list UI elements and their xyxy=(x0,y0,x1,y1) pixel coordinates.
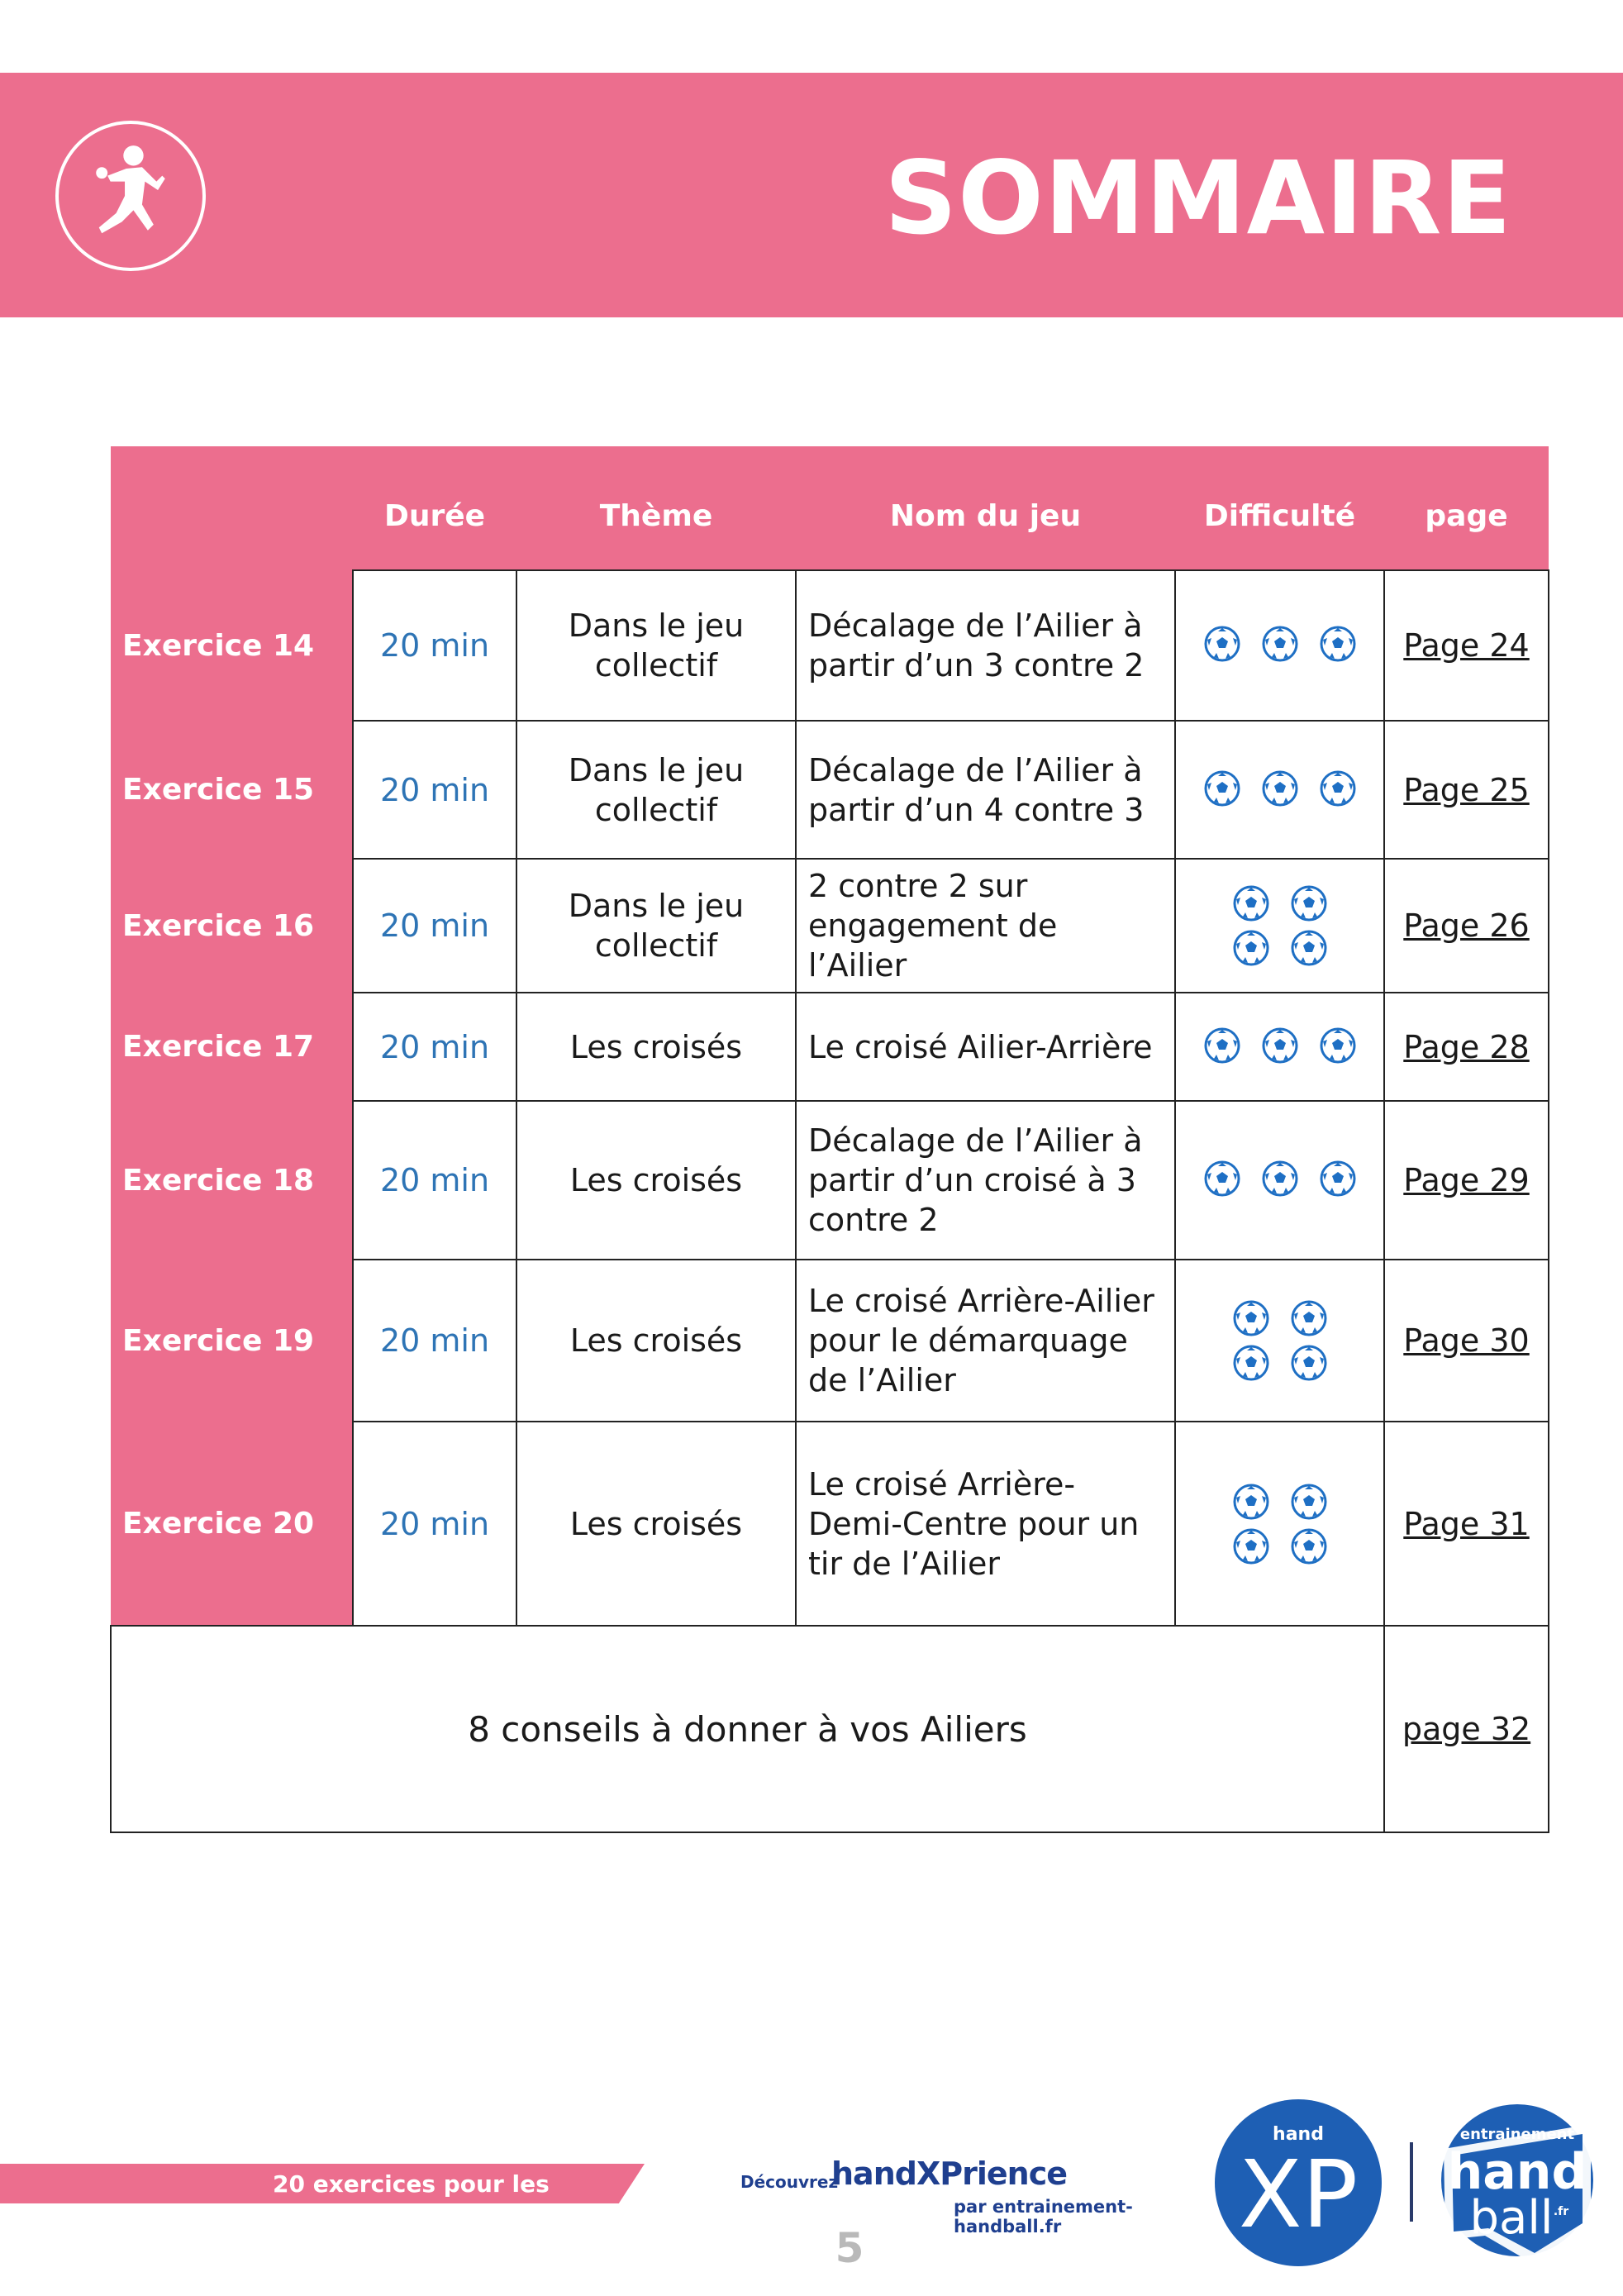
game-name-cell: Le croisé Arrière-Ailier pour le démarquage de l’Ailier xyxy=(796,1260,1175,1422)
handxprience-promo[interactable] xyxy=(740,2151,1203,2236)
exercise-name: Exercice 20 xyxy=(111,1422,353,1626)
ball-icon xyxy=(1291,1528,1327,1565)
duration-cell: 20 min xyxy=(353,1101,516,1260)
hb-logo-top: entrainement xyxy=(1459,2126,1575,2143)
difficulty-cell xyxy=(1175,859,1384,993)
page-link[interactable]: Page 28 xyxy=(1403,1028,1530,1065)
conseils-page-link[interactable]: page 32 xyxy=(1402,1711,1531,1747)
table-row xyxy=(111,1422,1549,1626)
ball-icon xyxy=(1233,1300,1269,1336)
ball-icon xyxy=(1320,626,1356,662)
duration-cell: 20 min xyxy=(353,859,516,993)
theme-cell: Les croisés xyxy=(516,1101,796,1260)
ball-icon xyxy=(1320,770,1356,807)
promo-par: par entrainement-handball.fr xyxy=(954,2197,1133,2236)
hb-logo-bottom: ball xyxy=(1469,2191,1554,2245)
xp-logo-small: hand xyxy=(1273,2124,1324,2145)
handball-player-icon xyxy=(55,121,206,271)
page-link[interactable]: Page 31 xyxy=(1403,1505,1530,1542)
conseils-label: 8 conseils à donner à vos Ailiers xyxy=(111,1626,1384,1832)
ball-icon xyxy=(1204,1027,1240,1064)
duration-cell: 20 min xyxy=(353,1260,516,1422)
duration-cell: 20 min xyxy=(353,721,516,859)
difficulty-cell xyxy=(1175,1422,1384,1626)
difficulty-rating xyxy=(1197,626,1363,662)
ball-icon xyxy=(1262,1160,1298,1197)
exercise-name: Exercice 15 xyxy=(111,721,353,859)
ball-icon xyxy=(1204,626,1240,662)
difficulty-cell xyxy=(1175,1101,1384,1260)
difficulty-cell xyxy=(1175,570,1384,721)
game-name-cell: Décalage de l’Ailier à partir d’un 4 contre 3 xyxy=(796,721,1175,859)
difficulty-cell xyxy=(1175,1260,1384,1422)
table-row xyxy=(111,859,1549,993)
page-link-cell[interactable] xyxy=(1384,859,1549,993)
page-title: SOMMAIRE xyxy=(884,140,1512,257)
difficulty-rating xyxy=(1226,1300,1334,1381)
ball-icon xyxy=(1320,1160,1356,1197)
exercise-name: Exercice 18 xyxy=(111,1101,353,1260)
logo-divider xyxy=(1410,2142,1413,2222)
ball-icon xyxy=(1320,1027,1356,1064)
theme-cell: Dans le jeu collectif xyxy=(516,859,796,993)
column-header: Difficulté xyxy=(1175,446,1384,570)
exercise-name: Exercice 16 xyxy=(111,859,353,993)
page-link[interactable]: Page 29 xyxy=(1403,1162,1530,1198)
exercise-name: Exercice 19 xyxy=(111,1260,353,1422)
ball-icon xyxy=(1262,1027,1298,1064)
table-header-row xyxy=(111,446,1549,570)
ball-icon xyxy=(1262,770,1298,807)
hand-xp-logo xyxy=(1215,2099,1382,2266)
difficulty-cell xyxy=(1175,993,1384,1101)
theme-cell: Les croisés xyxy=(516,993,796,1101)
ball-icon xyxy=(1291,1345,1327,1381)
game-name-cell: 2 contre 2 sur engagement de l’Ailier xyxy=(796,859,1175,993)
ball-icon xyxy=(1233,1345,1269,1381)
ball-icon xyxy=(1291,1484,1327,1520)
column-header: Durée xyxy=(353,446,516,570)
page-link-cell[interactable] xyxy=(1384,1422,1549,1626)
page-number: 5 xyxy=(835,2224,864,2272)
duration-cell: 20 min xyxy=(353,993,516,1101)
page-link-cell[interactable] xyxy=(1384,1101,1549,1260)
theme-cell: Dans le jeu collectif xyxy=(516,721,796,859)
summary-table xyxy=(110,446,1549,1833)
ball-icon xyxy=(1233,1528,1269,1565)
ball-icon xyxy=(1204,770,1240,807)
page-link[interactable]: Page 25 xyxy=(1403,771,1530,808)
page-link-cell[interactable] xyxy=(1384,721,1549,859)
duration-cell: 20 min xyxy=(353,1422,516,1626)
column-header: page xyxy=(1384,446,1549,570)
theme-cell: Les croisés xyxy=(516,1422,796,1626)
ball-icon xyxy=(1291,930,1327,966)
page-link-cell[interactable] xyxy=(1384,993,1549,1101)
difficulty-cell xyxy=(1175,721,1384,859)
ball-icon xyxy=(1291,1300,1327,1336)
footer-band-text: 20 exercices pour les Ailiers xyxy=(273,2170,550,2229)
difficulty-rating xyxy=(1197,1160,1363,1197)
table-row xyxy=(111,993,1549,1101)
duration-cell: 20 min xyxy=(353,570,516,721)
ball-icon xyxy=(1233,885,1269,922)
promo-decouvrez: Découvrez xyxy=(740,2172,839,2192)
xp-logo-big: XP xyxy=(1238,2141,1359,2249)
game-name-cell: Décalage de l’Ailier à partir d’un croisé à 3 contre 2 xyxy=(796,1101,1175,1260)
page-link-cell[interactable] xyxy=(1384,1260,1549,1422)
exercise-name: Exercice 14 xyxy=(111,570,353,721)
difficulty-rating xyxy=(1226,1484,1334,1565)
ball-icon xyxy=(1233,1484,1269,1520)
ball-icon xyxy=(1204,1160,1240,1197)
table-row xyxy=(111,1260,1549,1422)
difficulty-rating xyxy=(1197,770,1363,807)
conseils-row xyxy=(111,1626,1549,1832)
page-link[interactable]: Page 24 xyxy=(1403,627,1530,664)
table-row xyxy=(111,570,1549,721)
column-header: Nom du jeu xyxy=(796,446,1175,570)
page-link[interactable]: Page 26 xyxy=(1403,907,1530,944)
theme-cell: Les croisés xyxy=(516,1260,796,1422)
exercise-name: Exercice 17 xyxy=(111,993,353,1101)
ball-icon xyxy=(1233,930,1269,966)
promo-brand: handXPrience xyxy=(831,2155,1067,2192)
page-link[interactable]: Page 30 xyxy=(1403,1322,1530,1359)
difficulty-rating xyxy=(1226,885,1334,966)
table-row xyxy=(111,1101,1549,1260)
game-name-cell: Le croisé Ailier-Arrière xyxy=(796,993,1175,1101)
ball-icon xyxy=(1262,626,1298,662)
table-row xyxy=(111,721,1549,859)
game-name-cell: Décalage de l’Ailier à partir d’un 3 contre 2 xyxy=(796,570,1175,721)
hb-logo-mid: hand xyxy=(1447,2143,1587,2201)
theme-cell: Dans le jeu collectif xyxy=(516,570,796,721)
difficulty-rating xyxy=(1197,1027,1363,1064)
column-header: Thème xyxy=(516,446,796,570)
game-name-cell: Le croisé Arrière-Demi-Centre pour un tir de l’Ailier xyxy=(796,1422,1175,1626)
entrainement-handball-logo xyxy=(1435,2091,1599,2273)
hb-logo-suffix: .fr xyxy=(1553,2205,1569,2218)
ball-icon xyxy=(1291,885,1327,922)
conseils-page-cell[interactable] xyxy=(1384,1626,1549,1832)
header-corner xyxy=(111,446,353,570)
page-link-cell[interactable] xyxy=(1384,570,1549,721)
